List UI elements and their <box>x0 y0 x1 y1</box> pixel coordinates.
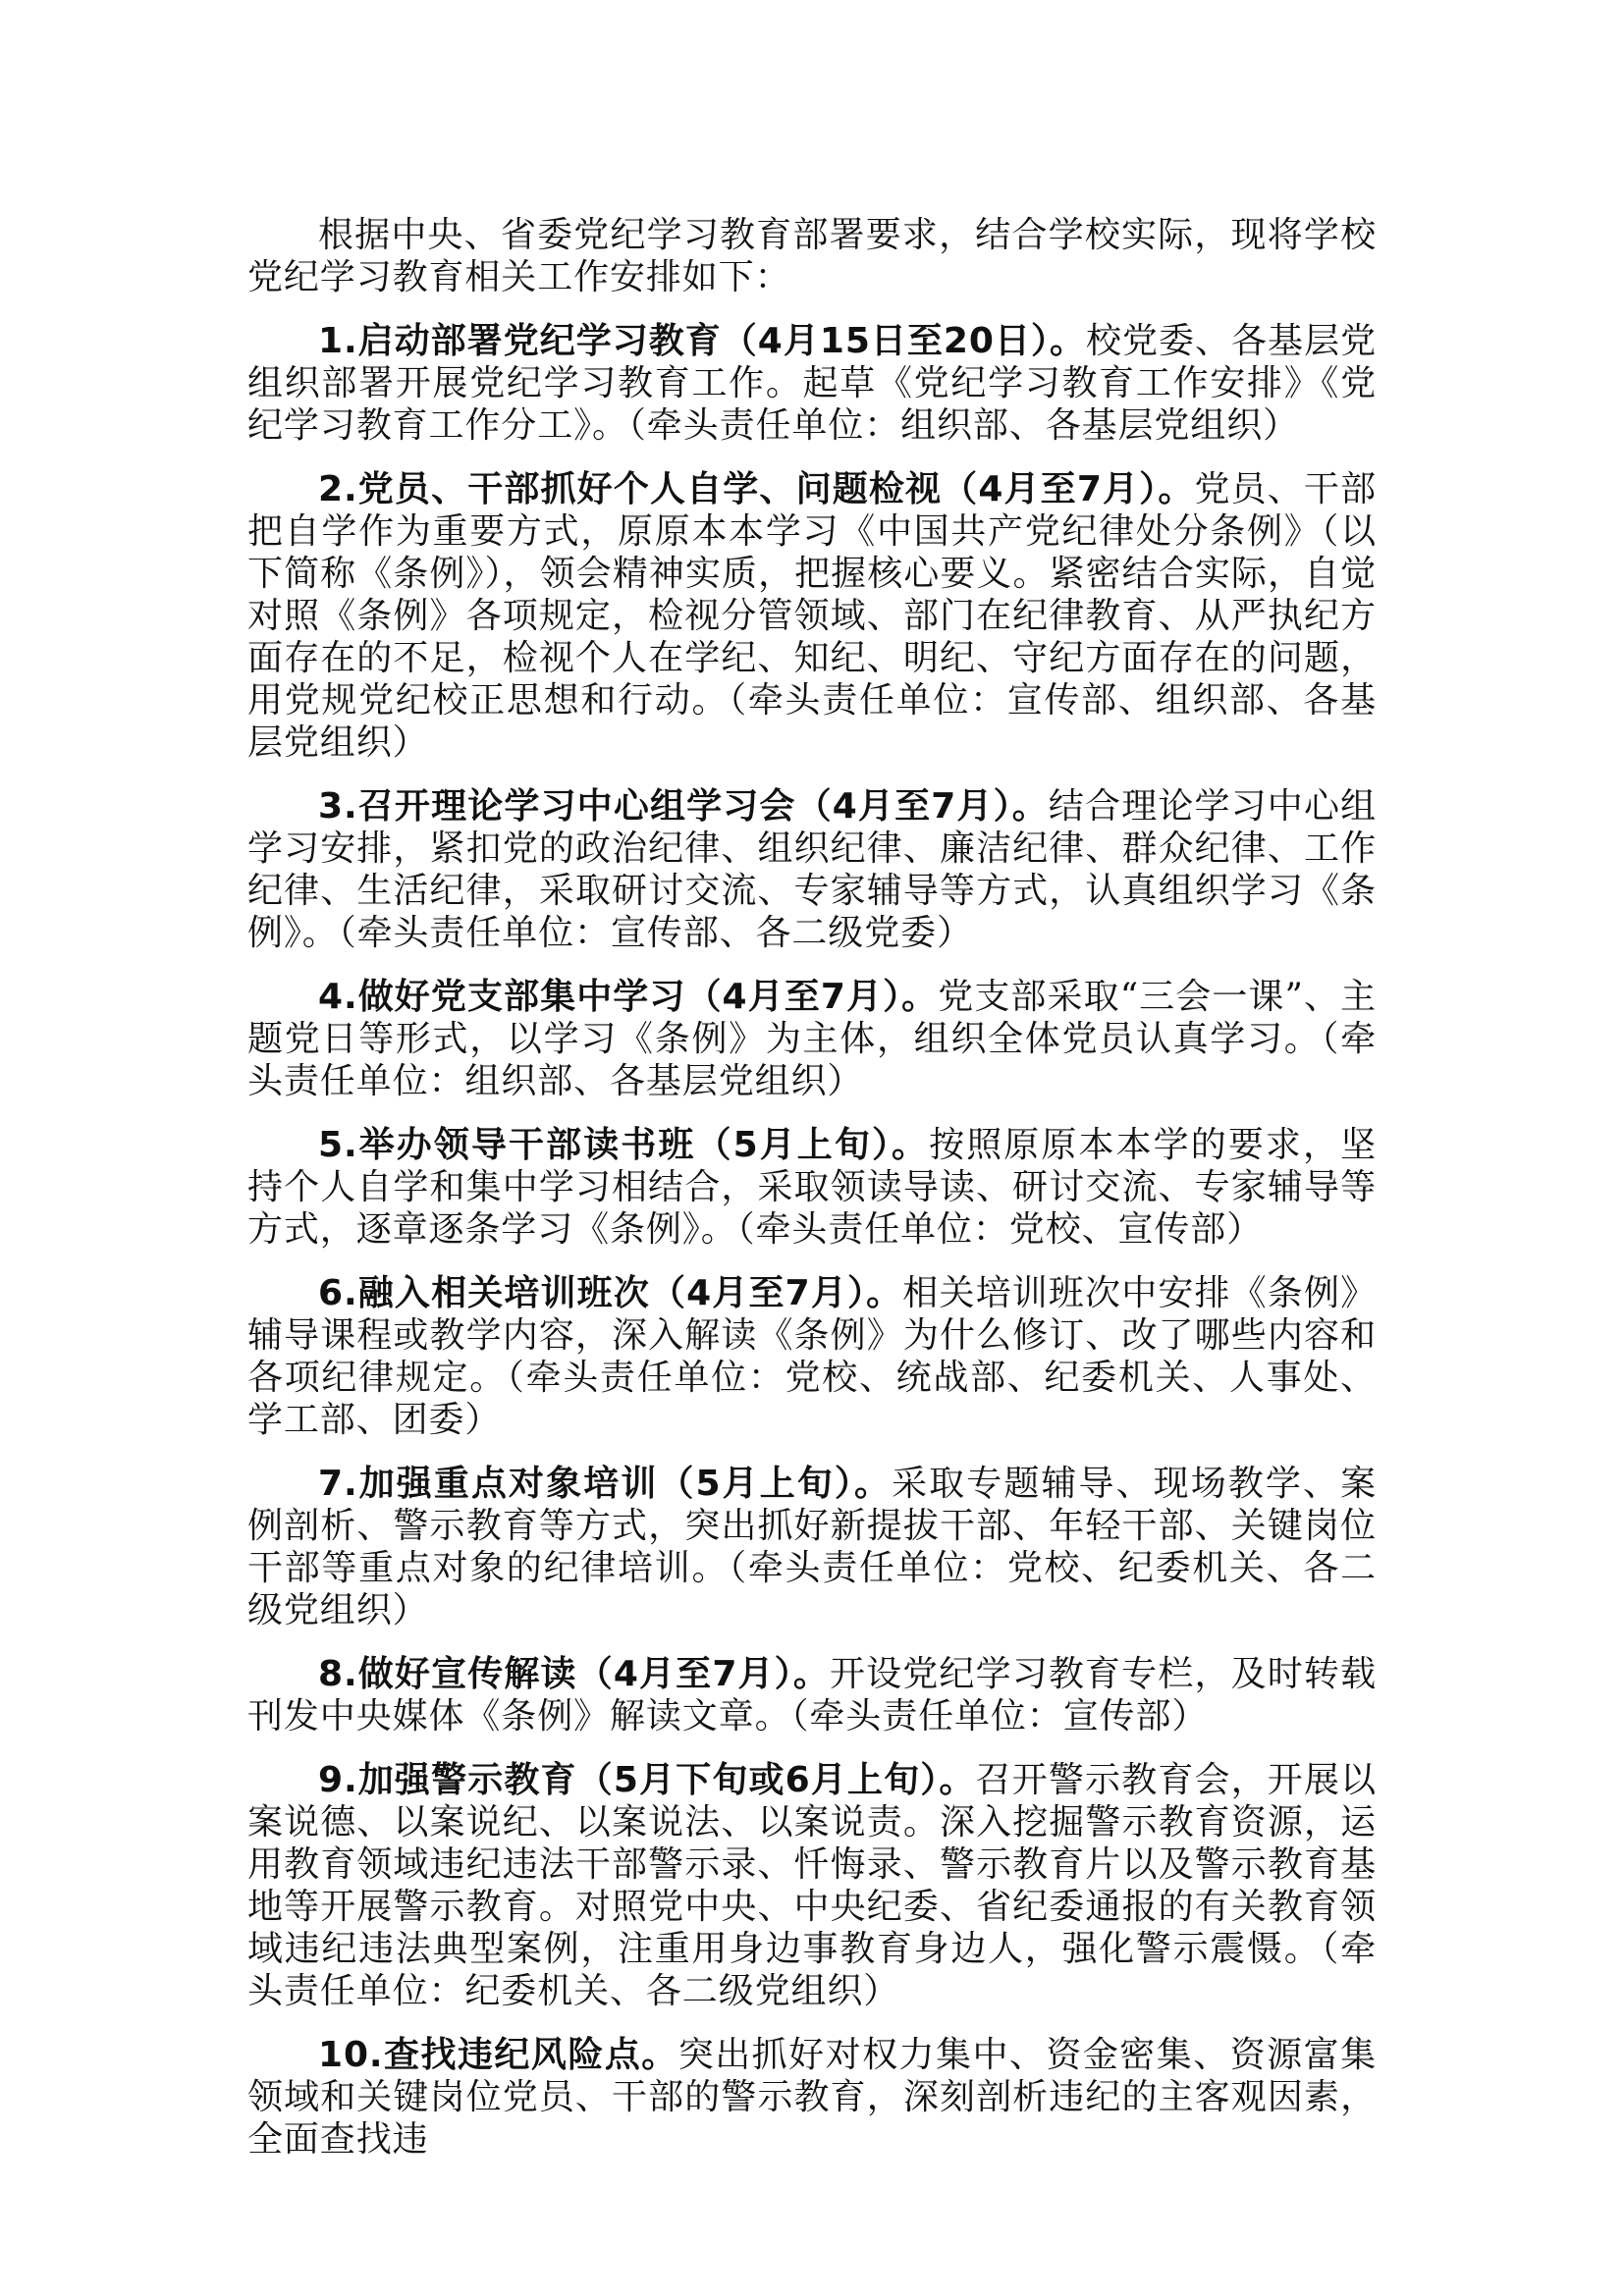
work-item-heading: 2.党员、干部抓好个人自学、问题检视（4月至7月）。 <box>318 469 1195 509</box>
work-item-body: 召开警示教育会，开展以案说德、以案说纪、以案说法、以案说责。深入挖掘警示教育资源，运用教育领域违纪违法干部警示录、忏悔录、警示教育片以及警示教育基地等开展警示教育。对照党中央、中央纪委、省纪委通报的有关教育领域违纪违法典型案例，注重用身边事教育身边人，强化警示震慑。（牵头责任单位：纪委机关、各二级党组织） <box>247 1760 1377 2011</box>
work-item-heading: 6.融入相关培训班次（4月至7月）。 <box>318 1273 903 1313</box>
work-item-heading: 10.查找违纪风险点。 <box>318 2035 678 2075</box>
work-item-body: 采取专题辅导、现场教学、案例剖析、警示教育等方式，突出抓好新提拔干部、年轻干部、关键岗位干部等重点对象的纪律培训。（牵头责任单位：党校、纪委机关、各二级党组织） <box>247 1464 1377 1630</box>
work-item-heading: 1.启动部署党纪学习教育（4月15日至20日）。 <box>318 321 1086 361</box>
work-item-paragraph <box>247 468 1377 764</box>
work-item-body: 突出抓好对权力集中、资金密集、资源富集领域和关键岗位党员、干部的警示教育，深刻剖析违纪的主客观因素，全面查找违 <box>247 2035 1377 2160</box>
work-item-paragraph <box>247 1463 1377 1631</box>
work-item-body: 校党委、各基层党组织部署开展党纪学习教育工作。起草《党纪学习教育工作安排》《党纪学习教育工作分工》。（牵头责任单位：组织部、各基层党组织） <box>247 321 1377 446</box>
work-item-paragraph <box>247 1653 1377 1737</box>
work-item-heading: 5.举办领导干部读书班（5月上旬）。 <box>318 1125 930 1165</box>
document-page <box>247 214 1377 2182</box>
work-item-paragraph <box>247 976 1377 1102</box>
work-item-paragraph <box>247 1759 1377 2012</box>
work-item-body: 党支部采取“三会一课”、主题党日等形式，以学习《条例》为主体，组织全体党员认真学习。（牵头责任单位：组织部、各基层党组织） <box>247 977 1377 1101</box>
work-item-heading: 8.做好宣传解读（4月至7月）。 <box>318 1654 830 1694</box>
work-item-paragraph <box>247 1124 1377 1251</box>
work-item-body: 结合理论学习中心组学习安排，紧扣党的政治纪律、组织纪律、廉洁纪律、群众纪律、工作纪律、生活纪律，采取研讨交流、专家辅导等方式，认真组织学习《条例》。（牵头责任单位：宣传部、各二级党委） <box>247 786 1377 953</box>
work-item-paragraph <box>247 320 1377 447</box>
work-item-paragraph <box>247 1272 1377 1441</box>
work-items-list <box>247 320 1377 2161</box>
work-item-body: 相关培训班次中安排《条例》辅导课程或教学内容，深入解读《条例》为什么修订、改了哪些内容和各项纪律规定。（牵头责任单位：党校、统战部、纪委机关、人事处、学工部、团委） <box>247 1273 1378 1440</box>
work-item-paragraph <box>247 785 1377 954</box>
work-item-heading: 3.召开理论学习中心组学习会（4月至7月）。 <box>318 786 1049 827</box>
work-item-heading: 9.加强警示教育（5月下旬或6月上旬）。 <box>318 1760 976 1800</box>
work-item-body: 党员、干部把自学作为重要方式，原原本本学习《中国共产党纪律处分条例》（以下简称《条例》），领会精神实质，把握核心要义。紧密结合实际，自觉对照《条例》各项规定，检视分管领域、部门在纪律教育、从严执纪方面存在的不足，检视个人在学纪、知纪、明纪、守纪方面存在的问题，用党规党纪校正思想和行动。（牵头责任单位：宣传部、组织部、各基层党组织） <box>247 469 1377 763</box>
intro-paragraph: 根据中央、省委党纪学习教育部署要求，结合学校实际，现将学校党纪学习教育相关工作安排如下： <box>247 215 1377 297</box>
work-item-paragraph <box>247 2034 1377 2161</box>
work-item-body: 按照原原本本学的要求，坚持个人自学和集中学习相结合，采取领读导读、研讨交流、专家辅导等方式，逐章逐条学习《条例》。（牵头责任单位：党校、宣传部） <box>247 1125 1377 1250</box>
work-item-heading: 4.做好党支部集中学习（4月至7月）。 <box>318 977 939 1017</box>
work-item-heading: 7.加强重点对象培训（5月上旬）。 <box>318 1464 893 1504</box>
work-item-body: 开设党纪学习教育专栏，及时转载刊发中央媒体《条例》解读文章。（牵头责任单位：宣传部） <box>247 1654 1377 1736</box>
